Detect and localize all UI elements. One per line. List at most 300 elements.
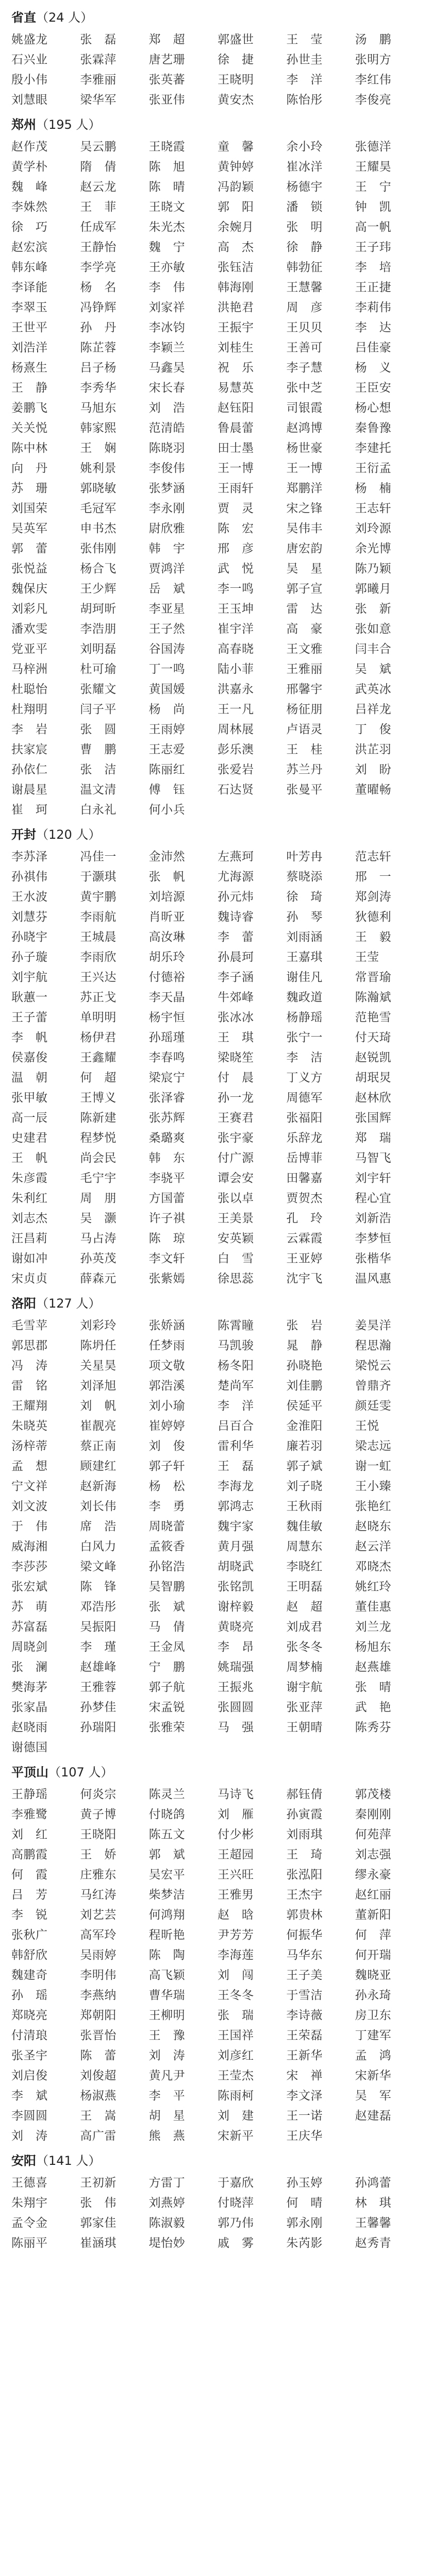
name-entry: 李学亮 (80, 261, 117, 274)
name-entry: 李建托 (355, 442, 392, 455)
name-entry: 刘桂生 (218, 341, 254, 354)
name-entry: 孙祺伟 (11, 870, 48, 884)
name-entry: 张圣宇 (11, 2049, 48, 2062)
name-entry: 田馨嘉 (286, 1172, 323, 1185)
name-entry: 陆小菲 (218, 663, 254, 676)
name-entry: 秦刚刚 (355, 1808, 392, 1821)
name-entry: 关关悦 (11, 421, 48, 435)
name-entry: 刘 涛 (11, 2129, 48, 2143)
name-entry: 雷 铭 (11, 1379, 48, 1393)
name-entry: 王 帆 (11, 1151, 48, 1165)
name-entry: 宁 鹏 (148, 1660, 186, 1674)
name-entry: 刘 红 (11, 1828, 48, 1841)
name-entry: 关星昊 (80, 1359, 117, 1372)
name-entry: 邢馨宇 (286, 683, 323, 696)
name-entry: 郭子斌 (286, 1460, 323, 1473)
name-entry: 吴 军 (355, 2089, 392, 2103)
name-entry: 王庆华 (286, 2129, 323, 2143)
name-entry: 孟令金 (11, 2216, 48, 2230)
name-entry: 孙晓艳 (286, 1359, 323, 1372)
name-entry: 石达贤 (218, 783, 254, 796)
name-entry: 侯延平 (286, 1399, 323, 1413)
name-entry: 林 琪 (355, 2196, 392, 2210)
name-entry: 余光博 (355, 542, 392, 555)
name-entry: 孙梦佳 (80, 1701, 117, 1714)
name-entry: 孟 想 (11, 1460, 48, 1473)
name-entry: 赵燕雄 (355, 1660, 392, 1674)
name-entry: 孙子璇 (11, 951, 48, 964)
name-entry: 肖昕亚 (148, 910, 186, 924)
name-entry: 张明方 (355, 53, 392, 66)
name-entry: 李 帆 (11, 1031, 48, 1044)
name-entry: 王 磊 (218, 1460, 254, 1473)
name-entry: 胡乐玲 (148, 951, 186, 964)
name-entry: 韩 东 (148, 1151, 186, 1165)
name-entry: 李姝然 (11, 200, 48, 214)
name-entry: 张 圆 (80, 723, 117, 736)
name-entry: 苏 珊 (11, 482, 48, 495)
name-entry: 张梦涵 (148, 482, 186, 495)
name-entry: 任成军 (80, 221, 117, 234)
name-entry: 高军玲 (80, 1928, 117, 1942)
name-entry: 李红伟 (355, 73, 392, 87)
name-entry: 郭鸿志 (218, 1500, 254, 1513)
name-entry: 孙玉婷 (286, 2176, 323, 2190)
name-entry: 刘 雁 (218, 1808, 254, 1821)
name-entry: 郭子宣 (286, 582, 323, 596)
name-entry: 郭家佳 (80, 2216, 117, 2230)
name-entry: 吕祥龙 (355, 703, 392, 716)
name-entry: 赵晓东 (355, 1520, 392, 1533)
name-entry: 张 岩 (286, 1319, 323, 1332)
name-entry: 郭 阳 (218, 200, 254, 214)
name-entry: 刘浩洋 (11, 341, 48, 354)
name-entry: 闫子平 (80, 703, 117, 716)
name-entry: 王子玮 (355, 241, 392, 254)
name-entry: 李俊亮 (355, 93, 392, 107)
name-entry: 刘成君 (286, 1620, 323, 1634)
name-entry: 毛雪苹 (11, 1319, 48, 1332)
name-entry: 范清皓 (148, 421, 186, 435)
name-entry: 王子美 (286, 1969, 323, 1982)
name-entry: 李雨欣 (80, 951, 117, 964)
name-entry: 宋新平 (218, 2129, 254, 2143)
name-entry: 王雨婷 (148, 723, 186, 736)
name-entry: 吕 芳 (11, 1888, 48, 1902)
name-entry: 王志轩 (355, 502, 392, 515)
name-entry: 李 瑾 (80, 1640, 117, 1654)
name-entry: 赵 晗 (218, 1908, 254, 1922)
name-entry: 董曜畅 (355, 783, 392, 796)
name-entry: 陈怡彤 (286, 93, 323, 107)
name-entry: 魏 宁 (148, 241, 186, 254)
name-entry: 付 晨 (218, 1071, 254, 1084)
name-entry: 毛宁宇 (80, 1172, 117, 1185)
name-entry: 刘 涛 (148, 2049, 186, 2062)
name-entry: 洪芷羽 (355, 743, 392, 756)
name-entry: 李海莲 (218, 1948, 254, 1962)
name-entry: 王莹 (355, 951, 379, 964)
name-entry: 周晓剑 (11, 1640, 48, 1654)
name-entry: 吴宏平 (148, 1868, 186, 1882)
name-entry: 王超园 (218, 1848, 254, 1861)
name-entry: 张曼平 (286, 783, 323, 796)
name-entry: 王静怡 (80, 241, 117, 254)
name-entry: 吴 灏 (80, 1212, 117, 1225)
name-entry: 缪永豪 (355, 1868, 392, 1882)
name-entry: 李 洁 (286, 1051, 323, 1064)
name-entry: 魏诗睿 (218, 910, 254, 924)
section-count: （120 人） (36, 827, 101, 842)
name-entry: 郝钰倩 (286, 1788, 323, 1801)
name-entry: 洪艳君 (218, 301, 254, 314)
name-entry: 汤 鹏 (355, 33, 392, 46)
name-entry: 谢佳凡 (286, 971, 323, 984)
name-entry: 房卫东 (355, 2009, 392, 2022)
name-entry: 张 明 (286, 221, 323, 234)
name-entry: 黄子博 (80, 1808, 117, 1821)
name-entry: 王兴达 (80, 971, 117, 984)
name-entry: 高一帆 (355, 221, 392, 234)
name-entry: 杨淑燕 (80, 2089, 117, 2103)
name-entry: 黄月强 (218, 1540, 254, 1553)
name-entry: 张 帆 (148, 870, 186, 884)
name-entry: 孙元炜 (218, 890, 254, 904)
name-entry: 何 萍 (355, 1928, 392, 1942)
name-entry: 汪昌莉 (11, 1232, 48, 1245)
names-grid (11, 1316, 421, 1758)
name-entry: 杨静瑶 (286, 1011, 323, 1024)
name-entry: 王杰宇 (286, 1888, 323, 1902)
name-entry: 何 晴 (286, 2196, 323, 2210)
name-entry: 余小玲 (286, 140, 323, 154)
name-entry: 王臣安 (355, 381, 392, 395)
name-entry: 董新阳 (355, 1908, 392, 1922)
name-entry: 谢梓毅 (218, 1600, 254, 1614)
name-entry: 李文泽 (286, 2089, 323, 2103)
name-entry: 庄雅东 (80, 1868, 117, 1882)
name-entry: 孙 瑶 (11, 1989, 48, 2002)
name-entry: 方雷丁 (148, 2176, 186, 2190)
name-entry: 黄晓亮 (218, 1620, 254, 1634)
name-entry: 张苏辉 (148, 1111, 186, 1125)
name-entry: 张英蕃 (148, 73, 186, 87)
name-entry: 陈 琼 (148, 1232, 186, 1245)
name-entry: 张楷华 (355, 1252, 392, 1265)
name-entry: 熊 燕 (148, 2129, 186, 2143)
name-entry: 孙鸿蕾 (355, 2176, 392, 2190)
city-section (11, 113, 421, 820)
name-entry: 吴英军 (11, 522, 48, 535)
section-header (11, 2149, 421, 2172)
name-entry: 王 菲 (80, 200, 117, 214)
name-entry: 刘彩凡 (11, 602, 48, 616)
name-entry: 程梦悦 (80, 1131, 117, 1145)
section-header (11, 6, 421, 29)
name-entry: 冯佳一 (80, 850, 117, 863)
name-entry: 陈灵兰 (148, 1788, 186, 1801)
name-entry: 王兴旺 (218, 1868, 254, 1882)
name-entry: 吴云鹏 (80, 140, 117, 154)
name-entry: 王玉坤 (218, 602, 254, 616)
name-entry: 陈 锋 (80, 1580, 117, 1594)
name-entry: 王嘉琪 (286, 951, 323, 964)
name-entry: 陈晓羽 (148, 442, 186, 455)
name-entry: 谢如冲 (11, 1252, 48, 1265)
name-entry: 周林展 (218, 723, 254, 736)
name-entry: 马智飞 (355, 1151, 392, 1165)
name-entry: 李 斌 (11, 2089, 48, 2103)
name-entry: 易慧英 (218, 381, 254, 395)
names-grid (11, 2173, 421, 2253)
name-entry: 耿蕙一 (11, 991, 48, 1004)
name-entry: 陈坍任 (80, 1339, 117, 1352)
name-entry: 刘培源 (148, 890, 186, 904)
name-entry: 王初新 (80, 2176, 117, 2190)
name-entry: 冯 涛 (11, 1359, 48, 1372)
name-entry: 吕子杨 (80, 361, 117, 375)
name-entry: 张宁一 (286, 1031, 323, 1044)
name-entry: 李莉伟 (355, 301, 392, 314)
name-entry: 梁文峰 (80, 1560, 117, 1573)
name-entry: 谢晨星 (11, 783, 48, 796)
name-entry: 杨世豪 (286, 442, 323, 455)
name-entry: 冯铮辉 (80, 301, 117, 314)
name-entry: 陈秀芬 (355, 1721, 392, 1734)
name-entry: 余婉月 (218, 221, 254, 234)
name-entry: 王 毅 (355, 930, 392, 944)
name-entry: 孙晨珂 (218, 951, 254, 964)
name-entry: 梁悦云 (355, 1359, 392, 1372)
name-entry: 刘文波 (11, 1500, 48, 1513)
name-entry: 李子涵 (218, 971, 254, 984)
name-entry: 王晓阳 (80, 1828, 117, 1841)
name-entry: 刘宇航 (11, 971, 48, 984)
name-entry: 王博义 (80, 1091, 117, 1105)
name-entry: 张福阳 (286, 1111, 323, 1125)
name-entry: 李天晶 (148, 991, 186, 1004)
name-entry: 左燕珂 (218, 850, 254, 863)
name-entry: 尤海源 (218, 870, 254, 884)
name-entry: 于 伟 (11, 1520, 48, 1533)
name-entry: 魏佳敏 (286, 1520, 323, 1533)
name-entry: 张国辉 (355, 1111, 392, 1125)
name-entry: 朱利红 (11, 1192, 48, 1205)
name-entry: 张家晶 (11, 1701, 48, 1714)
section-title: 平顶山 (11, 1765, 48, 1780)
name-entry: 邓晓杰 (355, 1560, 392, 1573)
name-entry: 刘俊超 (80, 2069, 117, 2082)
name-entry: 王 琪 (218, 1031, 254, 1044)
name-entry: 王馨馨 (355, 2216, 392, 2230)
name-entry: 王亦敏 (148, 261, 186, 274)
name-entry: 刘雨涵 (286, 930, 323, 944)
name-entry: 杨冬阳 (218, 1359, 254, 1372)
name-entry: 武 悦 (218, 562, 254, 575)
name-entry: 彭乐澳 (218, 743, 254, 756)
name-entry: 李 岩 (11, 723, 48, 736)
name-entry: 刘明磊 (80, 642, 117, 656)
name-entry: 任梦雨 (148, 1339, 186, 1352)
name-entry: 杨伊君 (80, 1031, 117, 1044)
name-entry: 董佳惠 (355, 1600, 392, 1614)
name-entry: 王耀翔 (11, 1399, 48, 1413)
name-entry: 李 锐 (11, 1908, 48, 1922)
name-entry: 郭茂楼 (355, 1788, 392, 1801)
name-entry: 苏正戈 (80, 991, 117, 1004)
name-entry: 陈霄瞳 (218, 1319, 254, 1332)
name-entry: 宋孟锐 (148, 1701, 186, 1714)
name-entry: 郑 瑞 (355, 1131, 392, 1145)
name-entry: 谷国涛 (148, 642, 186, 656)
section-count: （141 人） (36, 2154, 101, 2168)
name-entry: 尚会民 (80, 1151, 117, 1165)
name-entry: 王晓霞 (148, 140, 186, 154)
name-entry: 王冬冬 (218, 1989, 254, 2002)
name-entry: 郭子轩 (148, 1460, 186, 1473)
name-entry: 王世平 (11, 321, 48, 334)
name-entry: 刘彩玲 (80, 1319, 117, 1332)
name-entry: 王一博 (218, 462, 254, 475)
name-entry: 徐 静 (286, 241, 323, 254)
city-section (11, 1292, 421, 1758)
name-entry: 张霖萍 (80, 53, 117, 66)
name-entry: 张 斌 (148, 1600, 186, 1614)
name-entry: 温风惠 (355, 1272, 392, 1285)
name-entry: 韩家熙 (80, 421, 117, 435)
name-entry: 徐 巧 (11, 221, 48, 234)
name-entry: 韩海刚 (218, 281, 254, 294)
name-entry: 张 伟 (80, 2196, 117, 2210)
name-entry: 王晓文 (148, 200, 186, 214)
name-entry: 张德洋 (355, 140, 392, 154)
name-entry: 白 雪 (218, 1252, 254, 1265)
name-entry: 马 倩 (148, 1620, 186, 1634)
name-entry: 张圆圆 (218, 1701, 254, 1714)
name-entry: 杨 松 (148, 1480, 186, 1493)
name-entry: 梁晓笙 (218, 1051, 254, 1064)
name-entry: 王晓明 (218, 73, 254, 87)
name-entry: 李燕纳 (80, 1989, 117, 2002)
name-entry: 张耀文 (80, 683, 117, 696)
name-entry: 刘宇轩 (355, 1172, 392, 1185)
name-entry: 白风力 (80, 1540, 117, 1553)
name-entry: 高 杰 (218, 241, 254, 254)
name-entry: 张甲敏 (11, 1091, 48, 1105)
name-entry: 郭盛世 (218, 33, 254, 46)
name-entry: 陈芷蓉 (80, 341, 117, 354)
name-entry: 徐 捷 (218, 53, 254, 66)
name-entry: 孟 鸿 (355, 2049, 392, 2062)
name-entry: 王鑫耀 (80, 1051, 117, 1064)
name-entry: 孟筱香 (148, 1540, 186, 1553)
name-entry: 高一辰 (11, 1111, 48, 1125)
name-entry: 付晓鸽 (148, 1808, 186, 1821)
name-entry: 王衍孟 (355, 462, 392, 475)
city-section (11, 1761, 421, 2146)
name-entry: 李 昂 (218, 1640, 254, 1654)
name-entry: 周 彦 (286, 301, 323, 314)
name-entry: 郭贵林 (286, 1908, 323, 1922)
name-entry: 杨德宇 (286, 180, 323, 194)
name-entry: 吴 斌 (355, 663, 392, 676)
name-entry: 马 强 (218, 1721, 254, 1734)
name-entry: 李苏泽 (11, 850, 48, 863)
name-entry: 付清琅 (11, 2029, 48, 2042)
name-entry: 何苑萍 (355, 1828, 392, 1841)
name-entry: 范艳雪 (355, 1011, 392, 1024)
name-entry: 杜翔明 (11, 703, 48, 716)
name-entry: 常晋瑜 (355, 971, 392, 984)
name-entry: 曹 鹏 (80, 743, 117, 756)
name-entry: 丁一鸣 (148, 663, 186, 676)
name-entry: 雷 达 (286, 602, 323, 616)
name-entry: 刘雨琪 (286, 1828, 323, 1841)
name-entry: 楚尚军 (218, 1379, 254, 1393)
name-entry: 王志爱 (148, 743, 186, 756)
name-entry: 张中芝 (286, 381, 323, 395)
name-entry: 李亚星 (148, 602, 186, 616)
name-entry: 殷小伟 (11, 73, 48, 87)
name-entry: 孙 琴 (286, 910, 323, 924)
name-entry: 黄学朴 (11, 160, 48, 174)
name-entry: 张娇涵 (148, 1319, 186, 1332)
name-entry: 王德喜 (11, 2176, 48, 2190)
name-entry: 陈淑毅 (148, 2216, 186, 2230)
name-entry: 王一诺 (286, 2109, 323, 2123)
name-entry: 王荣磊 (286, 2029, 323, 2042)
name-entry: 张宇豪 (218, 1131, 254, 1145)
name-entry: 王雅蓉 (80, 1681, 117, 1694)
name-entry: 杨 尚 (148, 703, 186, 716)
name-entry: 崔宇洋 (218, 622, 254, 636)
name-entry: 王慧馨 (286, 281, 323, 294)
name-entry: 魏宇家 (218, 1520, 254, 1533)
name-entry: 韩勃征 (286, 261, 323, 274)
name-entry: 陈 陶 (148, 1948, 186, 1962)
name-entry: 李秀华 (80, 381, 117, 395)
name-entry: 杨 楠 (355, 482, 392, 495)
name-entry: 刘慧眼 (11, 93, 48, 107)
name-entry: 岳 斌 (148, 582, 186, 596)
name-entry: 叶芳冉 (286, 850, 323, 863)
name-entry: 牛郊峰 (218, 991, 254, 1004)
name-entry: 武 艳 (355, 1701, 392, 1714)
name-entry: 陈 晴 (148, 180, 186, 194)
name-entry: 王正捷 (355, 281, 392, 294)
name-entry: 李圆圆 (11, 2109, 48, 2123)
name-entry: 高 豪 (286, 622, 323, 636)
section-count: （127 人） (36, 1296, 101, 1311)
name-entry: 王雅男 (218, 1888, 254, 1902)
name-entry: 付德裕 (148, 971, 186, 984)
name-entry: 赵云洋 (355, 1540, 392, 1553)
name-entry: 王金凤 (148, 1640, 186, 1654)
name-entry: 赵钰阳 (218, 401, 254, 415)
name-entry: 付广源 (218, 1151, 254, 1165)
name-entry: 朱芮影 (286, 2236, 323, 2250)
name-entry: 何 霞 (11, 1868, 48, 1882)
name-entry: 杨 名 (80, 281, 117, 294)
name-entry: 郭晓敏 (80, 482, 117, 495)
name-entry: 吴振阳 (80, 1620, 117, 1634)
name-entry: 单明明 (80, 1011, 117, 1024)
name-entry: 李颖兰 (148, 341, 186, 354)
name-entry: 邢 彦 (218, 542, 254, 555)
name-entry: 张泓阳 (286, 1868, 323, 1882)
name-entry: 杨宇恒 (148, 1011, 186, 1024)
name-entry: 王振宇 (218, 321, 254, 334)
